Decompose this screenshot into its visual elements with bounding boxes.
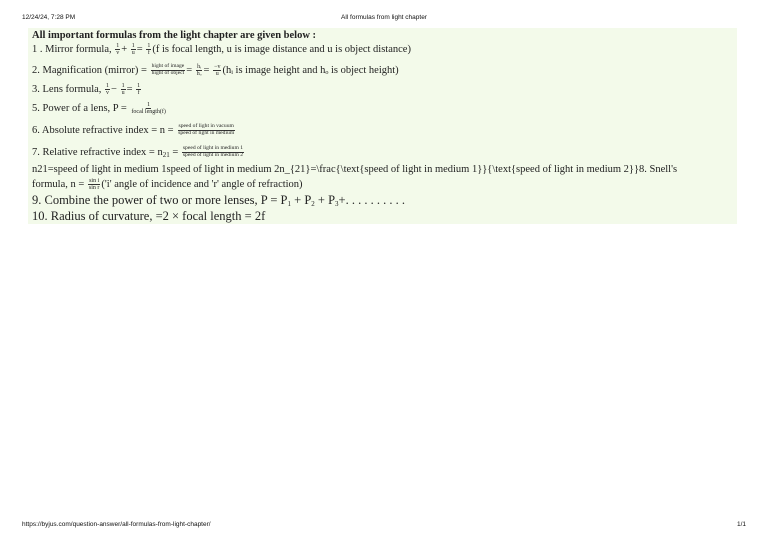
fraction-minus-v-over-u: $\frac{-v}{u}$	[214, 64, 221, 78]
lens-formula-line: 3. Lens formula, $\frac{1}{v}$ − $\frac{1}{u}$ = $\frac{1}{f}$	[32, 83, 141, 97]
magnification-line: 2. Magnification (mirror) = hight of image hight of object = $\frac{\text{hᵢ}}{\text{hₒ}}$ = $\frac{-v}{u}$ (hᵢ is image height and hₒ is object height)	[32, 63, 399, 78]
mirror-formula-line: 1 . Mirror formula, $\frac{1}{v}$ + $\frac{1}{u}$ = $\frac{1}{f}$ (f is focal length, u is image distance and u is object distance)	[32, 43, 411, 57]
magnification-note: (hᵢ is image height and hₒ is object height)	[222, 65, 399, 77]
relative-index-line: 7. Relative refractive index = $n_{21}$ = speed of light in medium 1 speed of light in medium 2	[32, 145, 243, 159]
magnification-prefix: 2. Magnification (mirror) =	[32, 65, 147, 77]
snell-note: ('i' angle of incidence and 'r' angle of refraction)	[101, 179, 303, 191]
snell-prefix: formula, n =	[32, 179, 85, 191]
fraction-1-over-f: $\frac{1}{f}$	[147, 43, 151, 57]
fraction-vacuum-over-medium: speed of light in vacuum speed of light in medium	[178, 123, 235, 136]
absolute-index-line	[32, 124, 236, 137]
fraction-sin-i-over-sin-r: $\frac{\text{sin i}}{\text{sin r}}$	[88, 178, 100, 192]
mirror-formula-note: (f is focal length, u is image distance and u is object distance)	[152, 44, 411, 56]
fraction-1-over-f: $\frac{1}{f}$	[137, 83, 141, 97]
fraction-medium1-over-medium2: speed of light in medium 1 speed of light in medium 2	[182, 145, 243, 158]
lens-formula-prefix: 3. Lens formula,	[32, 84, 102, 96]
fraction-image-over-object: hight of image hight of object	[151, 63, 185, 77]
fraction-hi-over-ho: $\frac{\text{hᵢ}}{\text{hₒ}}$	[196, 64, 202, 78]
absolute-index-prefix: 6. Absolute refractive index = n =	[32, 124, 174, 136]
print-page-number: 1/1	[736, 521, 746, 528]
radius-of-curvature-line: 10. Radius of curvature, =2 × focal length = 2f	[32, 209, 266, 223]
formulas-heading: All important formulas from the light chapter are given below :	[32, 30, 317, 41]
fraction-1-over-v: $\frac{1}{v}$	[106, 83, 110, 97]
print-page-title: All formulas from light chapter	[341, 14, 427, 21]
raw-latex-line: n21=speed of light in medium 1speed of light in medium 2n_{21}=\frac{\text{speed of light in medium 1}}{\text{speed of light in medium 2}}8. Snell's	[32, 164, 678, 175]
print-date: 12/24/24, 7:28 PM	[22, 14, 76, 21]
fraction-1-over-u: $\frac{1}{u}$	[131, 43, 135, 57]
relative-index-prefix: 7. Relative refractive index = n	[32, 146, 163, 158]
mirror-formula-prefix: 1 . Mirror formula,	[32, 44, 112, 56]
snell-formula-line	[32, 178, 303, 192]
combined-power-line: 9. Combine the power of two or more lenses, $P = P_1 + P_2 + P_3+$. . . . . . . . . .	[32, 193, 405, 208]
power-prefix: 5. Power of a lens, P =	[32, 103, 127, 115]
fraction-1-over-v: $\frac{1}{v}$	[116, 43, 120, 57]
fraction-1-over-u: $\frac{1}{u}$	[121, 83, 125, 97]
print-url: https://byjus.com/question-answer/all-formulas-from-light-chapter/	[22, 521, 211, 528]
fraction-1-over-focal-length: 1 focal length(f)	[131, 102, 166, 116]
power-of-lens-line	[32, 102, 168, 116]
